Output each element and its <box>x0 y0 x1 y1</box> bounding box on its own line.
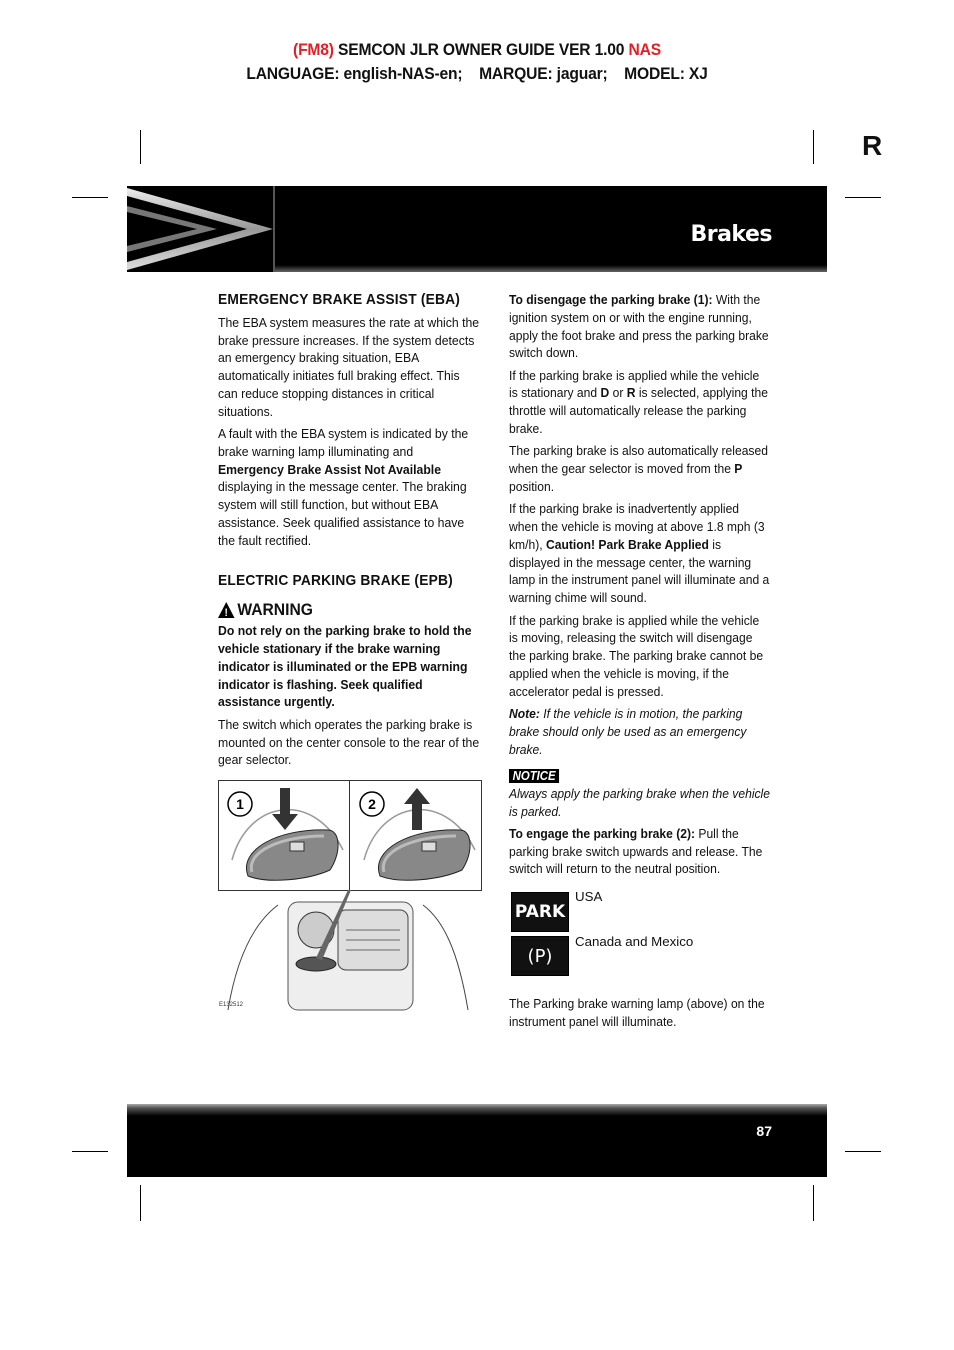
left-column <box>218 291 481 774</box>
lamp-paragraph: The Parking brake warning lamp (above) on the instrument panel will illuminate. <box>509 996 765 1029</box>
warning-triangle-icon: ! <box>218 602 235 618</box>
disengage-paragraph: To disengage the parking brake (1): With the ignition system on or with the engine running, apply the foot brake and press the parking brake switch down. <box>509 292 769 361</box>
chapter-title: Brakes <box>690 222 772 247</box>
crop-mark <box>845 197 881 198</box>
epb-heading: ELECTRIC PARKING BRAKE (EPB) <box>218 571 453 589</box>
engage-paragraph: To engage the parking brake (2): Pull the parking brake switch upwards and release. The switch will return to the neutral position. <box>509 825 763 877</box>
lamp-paragraph-wrap <box>509 995 775 1035</box>
warning-text: Do not rely on the parking brake to hold the vehicle stationary if the brake warning indicator is illuminated or the EPB warning indicator is flashing. Seek qualified assistance urgently. <box>218 623 472 710</box>
doc-header-line2: LANGUAGE: english-NAS-en; MARQUE: jaguar; MODEL: XJ <box>246 64 708 83</box>
chevron-graphic <box>127 186 275 272</box>
notice-text: Always apply the parking brake when the vehicle is parked. <box>509 785 770 819</box>
figure-label-1: 1 <box>236 796 244 812</box>
eba-paragraph-1: The EBA system measures the rate at which the brake pressure increases. If the system detects an emergency braking situation, EBA automatically initiates full braking effect. This can reduce stopping distances in critical situations. <box>218 314 480 419</box>
moving-paragraph: If the parking brake is applied while the vehicle is moving, releasing the switch will disengage the parking brake. The parking brake cannot be applied when the vehicle is moving, if the accelerator pedal is pressed. <box>509 612 764 699</box>
inadvertent-paragraph: If the parking brake is inadvertently applied when the vehicle is moving at above 1.8 mph (3 km/h), Caution! Park Brake Applied is displayed in the message center, the warning lamp in the instrument panel will illuminate and a warning chime will sound. <box>509 501 770 606</box>
crop-mark <box>140 130 141 164</box>
throttle-release-paragraph: If the parking brake is applied while the vehicle is stationary and D or R is selected, applying the throttle will automatically release the parking brake. <box>509 367 768 437</box>
parking-brake-lamp-icon: (P) <box>511 936 569 976</box>
crop-mark <box>813 1185 814 1221</box>
crop-mark <box>813 130 814 164</box>
switch-location-text: The switch which operates the parking brake is mounted on the center console to the rear of the gear selector. <box>218 716 480 768</box>
crop-mark <box>72 1151 108 1152</box>
figure-label-2: 2 <box>368 796 376 812</box>
eba-paragraph-2: A fault with the EBA system is indicated by the brake warning lamp illuminating and Emergency Brake Assist Not Available displaying in the message center. The braking system will still function, but without EBA assistance. Seek qualified assistance to have the fault rectified. <box>218 426 469 548</box>
header-region: NAS <box>628 40 661 59</box>
page-footer <box>127 1104 827 1177</box>
parking-brake-figure <box>218 780 482 1012</box>
icon-label-usa: USA <box>575 889 603 904</box>
right-column <box>509 291 771 883</box>
section-letter: R <box>862 130 883 161</box>
page-number: 87 <box>756 1123 772 1139</box>
header-title: SEMCON JLR OWNER GUIDE VER 1.00 <box>337 40 625 59</box>
crop-mark <box>72 197 108 198</box>
note-paragraph: Note: If the vehicle is in motion, the parking brake should only be used as an emergency brake. <box>509 706 747 757</box>
doc-header-line1 <box>38 40 916 60</box>
park-lamp-icon: PARK <box>511 892 569 932</box>
icon-label-canada-mexico: Canada and Mexico <box>575 934 694 949</box>
crop-mark <box>140 1185 141 1221</box>
gear-release-paragraph: The parking brake is also automatically released when the gear selector is moved from the P position. <box>509 443 768 494</box>
chapter-banner <box>127 186 827 272</box>
notice-label: NOTICE <box>509 769 559 783</box>
crop-mark <box>845 1151 881 1152</box>
header-prefix: (FM8) <box>293 40 334 59</box>
warning-label: ! WARNING <box>218 601 481 619</box>
figure-code: E132512 <box>219 1002 244 1008</box>
eba-heading: EMERGENCY BRAKE ASSIST (EBA) <box>218 291 461 308</box>
